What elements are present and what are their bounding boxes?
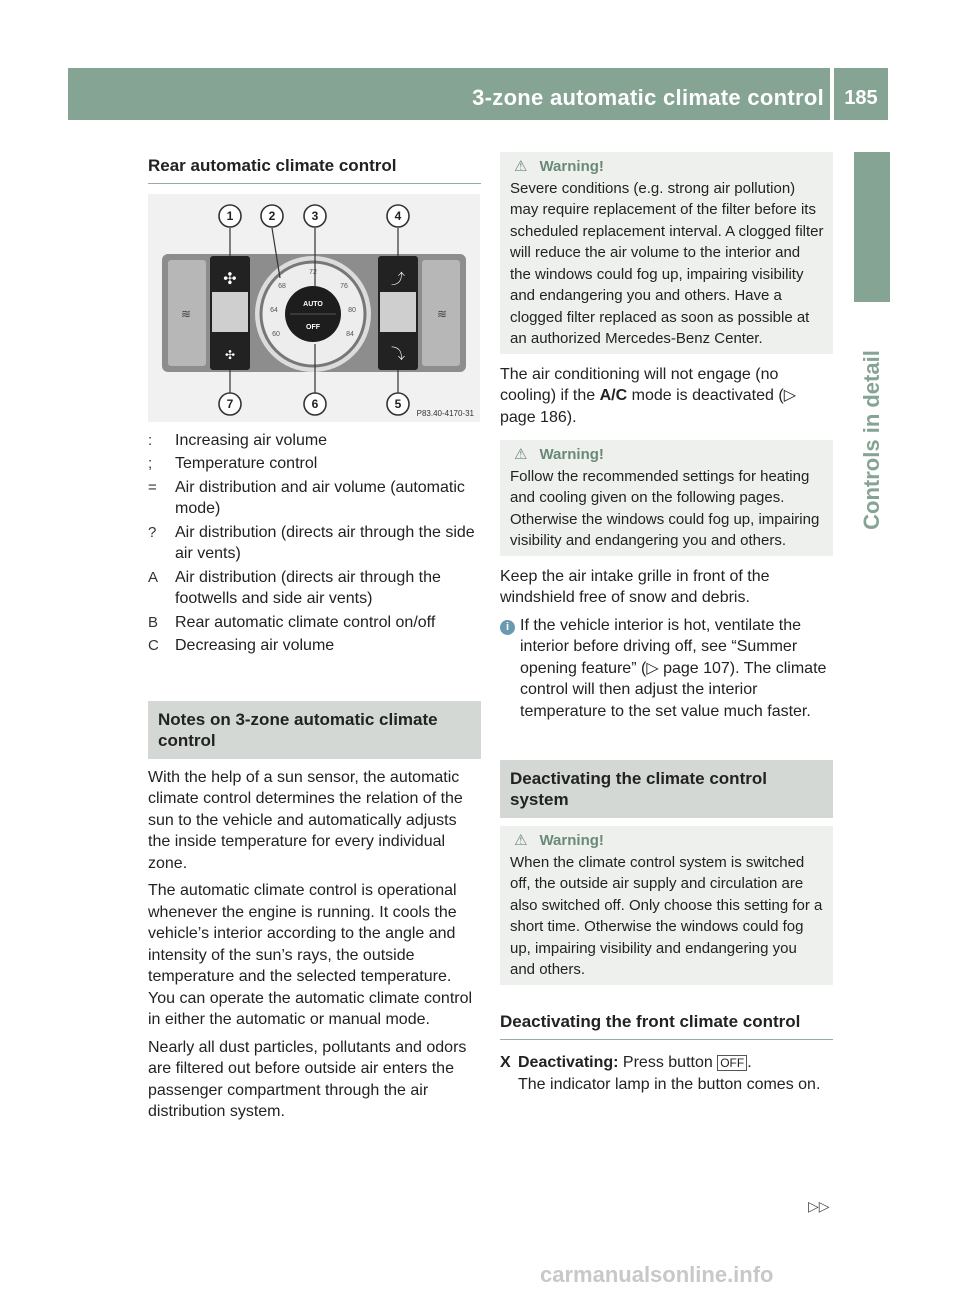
legend-item: ; Temperature control: [148, 455, 318, 472]
dial-temp: 68: [278, 282, 286, 290]
legend-item: A Air distribution (directs air through the footwells and side air vents): [148, 568, 441, 607]
footwell-icon: ⤵: [391, 345, 405, 362]
page-number: 185: [844, 87, 878, 109]
step-result: The indicator lamp in the button comes on.: [518, 1075, 821, 1093]
figure-legend: [148, 430, 481, 657]
callout-5: 5: [394, 396, 402, 411]
warning-box: [500, 152, 833, 354]
seat-heat-left-icon: ≋: [180, 306, 192, 321]
front-heading: Deactivating the front climate control: [500, 1005, 833, 1041]
notes-heading: Notes on 3-zone automatic climate control: [148, 701, 481, 759]
paragraph: With the help of a sun sensor, the automatic climate control determines the relation of the sun to the vehicle and automatically adjusts the inside temperature for every individual zone.: [148, 768, 463, 872]
seat-heat-right-icon: ≋: [436, 306, 448, 321]
warning-icon: ⚠: [514, 832, 528, 849]
dial-off-label: OFF: [306, 323, 320, 331]
fan-decrease-icon: ✣: [224, 347, 236, 362]
warning-box: [500, 826, 833, 985]
continue-icon: ▷▷: [808, 1198, 830, 1214]
warning-box: [500, 440, 833, 556]
off-button-glyph: OFF: [717, 1055, 747, 1071]
legend-item: = Air distribution and air volume (automatic mode): [148, 478, 465, 517]
page-ref-arrow-icon: ▷: [783, 387, 797, 404]
warning-title: Warning!: [539, 446, 604, 463]
climate-control-figure: [148, 194, 480, 422]
page-reference[interactable]: page 107: [663, 659, 730, 677]
legend-item: : Increasing air volume: [148, 431, 328, 449]
callout-2: 2: [268, 208, 276, 223]
callout-4: 4: [394, 208, 402, 223]
dial-temp: 72: [309, 268, 317, 276]
warning-text: Severe conditions (e.g. strong air pollution) may require replacement of the filter before its scheduled replacement interval. A clogged filter will reduce the air volume to the interior and the windows could fog up, impairing visibility and endangering you and others. Have a clogged filter replaced as soon as possible at an authorized Mercedes-Benz Center.: [510, 179, 824, 347]
dial-temp: 64: [270, 306, 278, 314]
callout-1: 1: [226, 208, 234, 223]
warning-icon: ⚠: [514, 446, 528, 463]
step-marker: X: [500, 1054, 511, 1071]
callout-7: 7: [226, 396, 234, 411]
side-vent-icon: ⤴: [391, 270, 405, 287]
legend-item: C Decreasing air volume: [148, 637, 335, 654]
info-note: i If the vehicle interior is hot, ventilate the interior before driving off, see “Summer opening feature” (▷ page 107). The climate control will then adjust the interior temperature to the set value much faster.: [500, 615, 833, 723]
side-tab: [854, 152, 890, 302]
page-reference[interactable]: page 186: [500, 408, 567, 426]
paragraph: The automatic climate control is operational whenever the engine is running. It cools the vehicle’s interior according to the angle and intensity of the sun’s rays, the outside temperature and the selected temperature. You can operate the automatic climate control in either the automatic or manual mode.: [148, 882, 473, 1028]
dial-temp: 76: [340, 282, 348, 290]
chapter-title: 3-zone automatic climate control: [472, 85, 824, 110]
dial-temp: 80: [348, 306, 356, 314]
grille-paragraph: Keep the air intake grille in front of the windshield free of snow and debris.: [500, 567, 770, 606]
legend-item: ? Air distribution (directs air through the side air vents): [148, 523, 475, 562]
dial-temp: 60: [272, 330, 280, 338]
callout-6: 6: [311, 396, 319, 411]
ac-paragraph: The air conditioning will not engage (no cooling) if the A/C mode is deactivated (▷ page 186).: [500, 365, 797, 426]
page-ref-arrow-icon: ▷: [646, 659, 664, 677]
deactivate-heading: Deactivating the climate control system: [500, 760, 833, 818]
callout-3: 3: [311, 208, 319, 223]
info-icon: i: [500, 620, 515, 635]
dial-auto-label: AUTO: [303, 300, 323, 308]
warning-text: When the climate control system is switched off, the outside air supply and circulation are also switched off. Only choose this setting for a short time. Otherwise the windows could fog up, impairing visibility and endangering you and others.: [510, 853, 823, 978]
instruction-step: X Deactivating: Press button OFF . The indicator lamp in the button comes on.: [500, 1052, 833, 1095]
warning-title: Warning!: [539, 158, 604, 175]
warning-icon: ⚠: [514, 158, 528, 175]
paragraph: Nearly all dust particles, pollutants and odors are filtered out before outside air enters the passenger compartment through the air distribution system.: [148, 1038, 467, 1120]
legend-item: B Rear automatic climate control on/off: [148, 613, 436, 631]
figure-code: P83.40-4170-31: [416, 408, 474, 418]
control-panel-illustration: [148, 194, 480, 422]
watermark: carmanualsonline.info: [540, 1262, 774, 1287]
warning-text: Follow the recommended settings for heating and cooling given on the following pages. Otherwise the windows could fog up, impairing visibility and endangering you and others.: [510, 467, 820, 549]
warning-title: Warning!: [539, 832, 604, 849]
right-column: [500, 152, 833, 1095]
left-column: [148, 152, 481, 1129]
fan-increase-icon: ✣: [223, 270, 237, 288]
side-tab-label: Controls in detail: [859, 350, 884, 530]
dial-temp: 84: [346, 330, 354, 338]
section-heading: Rear automatic climate control: [148, 152, 481, 184]
